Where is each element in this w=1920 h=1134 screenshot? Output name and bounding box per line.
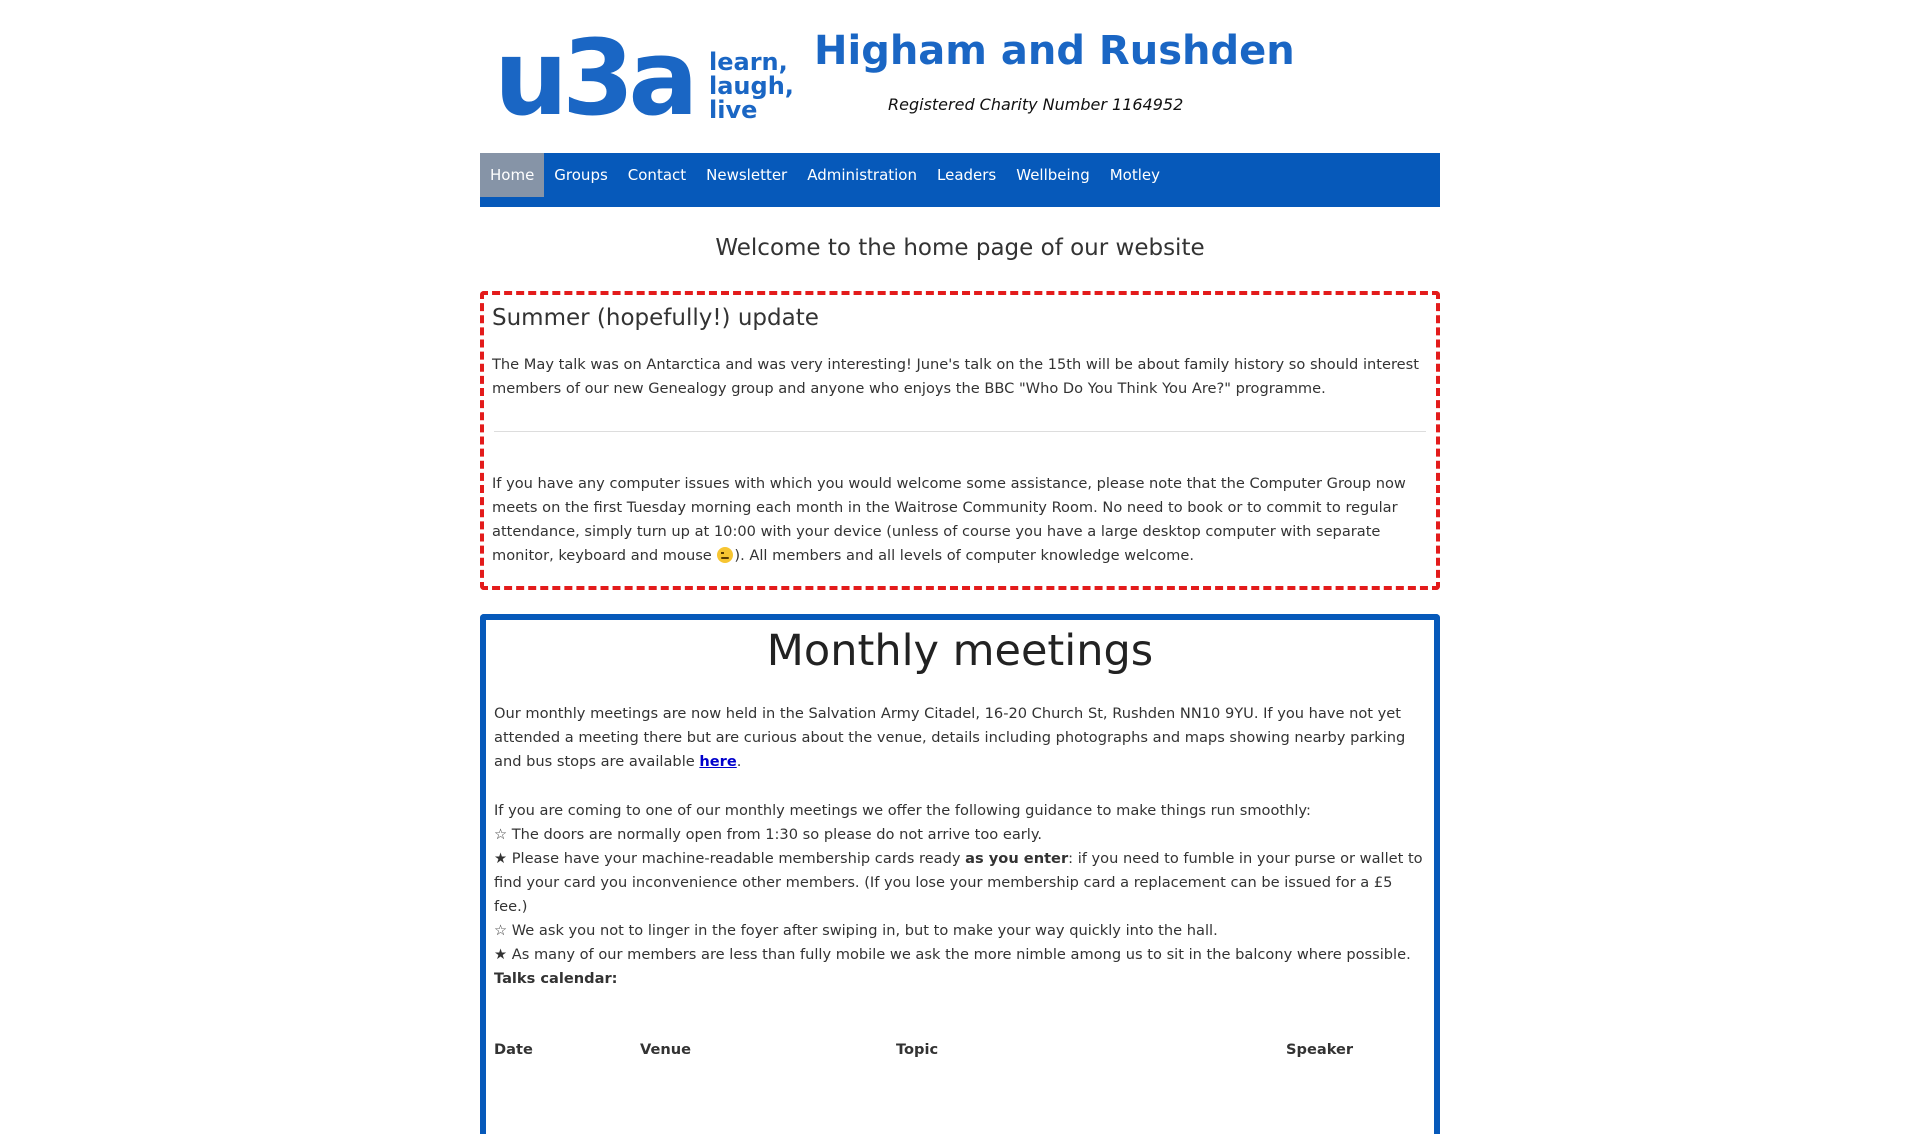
- guidance-item-2-bold: as you enter: [965, 850, 1069, 867]
- update-paragraph-2: [492, 472, 1428, 568]
- nav-leaders[interactable]: Leaders: [937, 166, 997, 184]
- meetings-intro: [494, 702, 1426, 774]
- column-topic: Topic: [896, 1041, 939, 1058]
- site-title: Higham and Rushden: [814, 28, 1295, 74]
- guidance-item-2-end: : if you need to fumble in your purse or wallet to find your card you inconvenience other members. (If you lose your membership card a replacement can be issued for a £5 fee.): [494, 850, 1423, 915]
- meetings-title: Monthly meetings: [766, 626, 1154, 676]
- nav-administration[interactable]: Administration: [807, 166, 917, 184]
- guidance-item-4: ★ As many of our members are less than fully mobile we ask the more nimble among us to sit in the balcony where possible.: [494, 946, 1411, 963]
- column-speaker: Speaker: [1286, 1041, 1354, 1058]
- update-paragraph-2-end: ). All members and all levels of computer knowledge welcome.: [734, 547, 1194, 564]
- summer-update-box: [480, 291, 1440, 590]
- meetings-intro-text: Our monthly meetings are now held in the Salvation Army Citadel, 16-20 Church St, Rushden NN10 9YU. If you have not yet attended a meeting there but are curious about the venue, details including photographs and maps showing nearby parking and bus stops are available: [494, 705, 1406, 770]
- guidance-item-2: [494, 847, 1426, 919]
- guidance-intro: If you are coming to one of our monthly meetings we offer the following guidance to make things run smoothly:: [494, 802, 1311, 819]
- logo-tagline-2: laugh,: [709, 72, 794, 100]
- nav-contact[interactable]: Contact: [627, 166, 687, 184]
- logo-tagline-3: live: [709, 96, 758, 120]
- talks-calendar-label: Talks calendar:: [494, 970, 618, 987]
- u3a-logo[interactable]: [494, 28, 794, 120]
- column-venue: Venue: [640, 1041, 692, 1058]
- site-header: [480, 0, 1440, 153]
- update-title: Summer (hopefully!) update: [492, 305, 819, 331]
- welcome-heading: Welcome to the home page of our website: [715, 235, 1205, 261]
- charity-number: Registered Charity Number 1164952: [888, 95, 1184, 114]
- nav-motley[interactable]: Motley: [1109, 166, 1160, 184]
- guidance-item-3: ☆ We ask you not to linger in the foyer after swiping in, but to make your way quickly into the hall.: [494, 922, 1218, 939]
- monthly-meetings-box: [480, 614, 1440, 1134]
- talks-table-header: [494, 1041, 1426, 1058]
- column-date: Date: [494, 1041, 533, 1058]
- update-divider: [494, 431, 1426, 432]
- nav-newsletter[interactable]: Newsletter: [706, 166, 788, 184]
- nav-wellbeing[interactable]: Wellbeing: [1016, 166, 1090, 184]
- guidance-item-1: ☆ The doors are normally open from 1:30 so please do not arrive too early.: [494, 826, 1043, 843]
- page: [480, 0, 1440, 1134]
- nav-groups[interactable]: Groups: [554, 166, 608, 184]
- venue-details-link[interactable]: here: [699, 753, 737, 770]
- update-paragraph-1: The May talk was on Antarctica and was very interesting! June's talk on the 15th will be about family history so should interest members of our new Genealogy group and anyone who enjoys the BBC "Who Do You Think You Are?" programme.: [492, 356, 1419, 397]
- guidance-item-2-text: ★ Please have your machine-readable membership cards ready: [494, 850, 966, 867]
- nav-home[interactable]: Home: [480, 153, 544, 197]
- meetings-intro-end: .: [736, 753, 742, 770]
- logo-text: u3a: [494, 28, 693, 120]
- main-nav: [480, 153, 1440, 207]
- winking-face-icon: [717, 547, 733, 563]
- update-paragraph-2-text: If you have any computer issues with which you would welcome some assistance, please note that the Computer Group now meets on the first Tuesday morning each month in the Waitrose Community Room. No need to book or to commit to regular attendance, simply turn up at 10:00 with your device (unless of course you have a large desktop computer with separate monitor, keyboard and mouse: [492, 475, 1406, 564]
- logo-tagline-1: learn,: [709, 48, 788, 76]
